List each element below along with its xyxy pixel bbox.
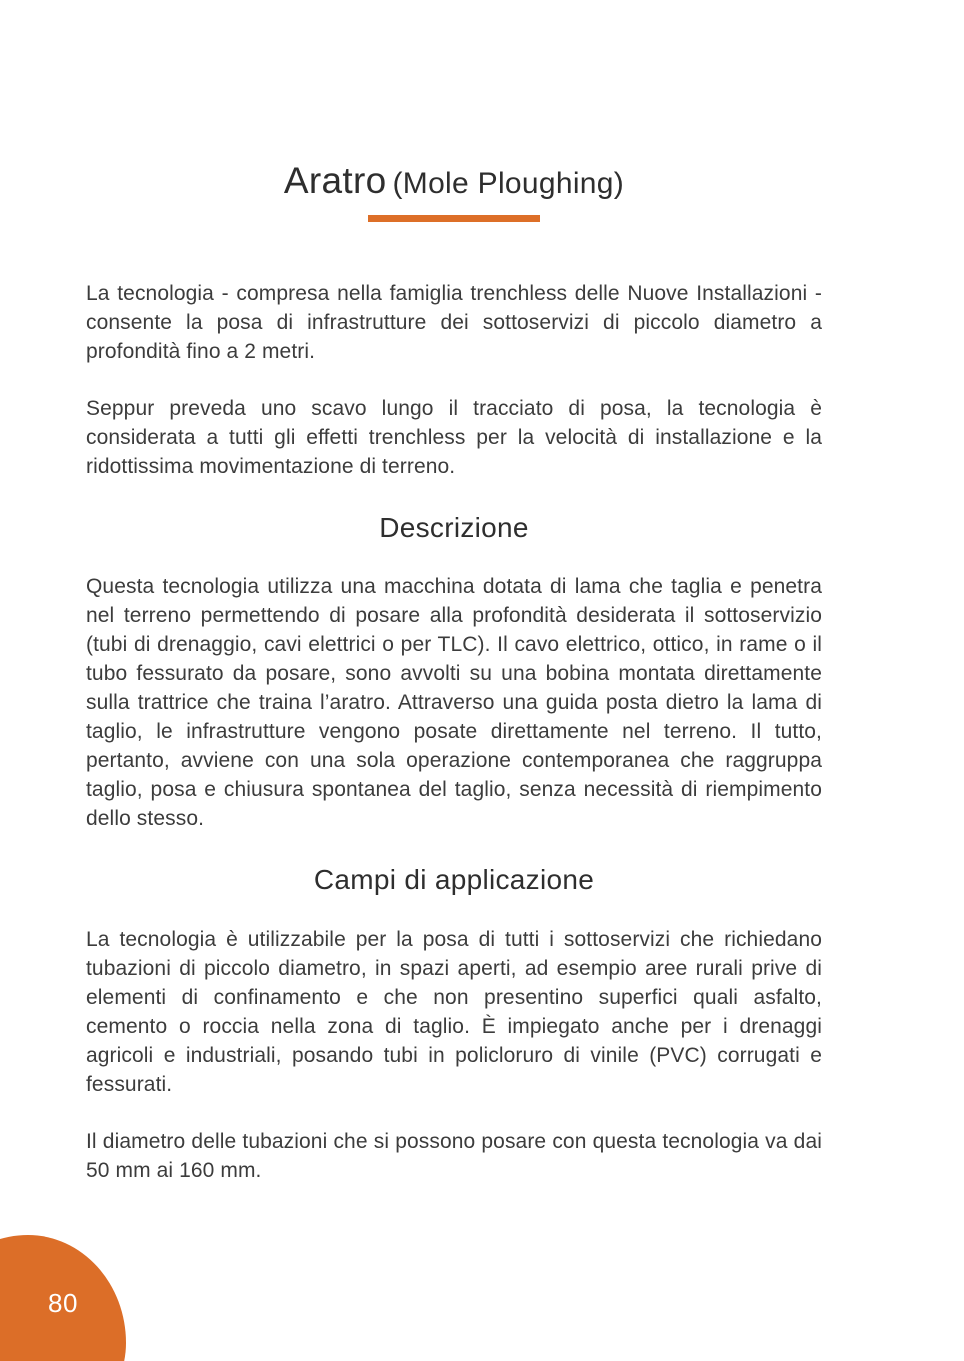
- campi-paragraph-1: La tecnologia è utilizzabile per la posa di tutti i sottoservizi che richiedano tubazioni di piccolo diametro, in spazi aperti, ad esempio aree rurali prive di elementi di confinamento e che non presentino superfici quali asfalto, cemento o roccia nella zona di taglio. È impiegato anche per i drenaggi agricoli e industriali, posando tubi in policloruro di vinile (PVC) corrugati e fessurati.: [86, 927, 822, 1096]
- campi-paragraph-2: Il diametro delle tubazioni che si possono posare con questa tecnologia va dai 50 mm ai 160 mm.: [86, 1129, 822, 1182]
- section-heading-descrizione: Descrizione: [379, 511, 529, 543]
- title-main: Aratro: [283, 160, 387, 201]
- title-subtitle: (Mole Ploughing): [392, 167, 625, 200]
- text-column: [86, 0, 822, 1185]
- page-number-blob: [0, 1235, 126, 1361]
- descrizione-paragraph: Questa tecnologia utilizza una macchina dotata di lama che taglia e penetra nel terreno permettendo di posare alla profondità desiderata il sottoservizio (tubi di drenaggio, cavi elettrici o per TLC). Il cavo elettrico, ottico, in rame o il tubo fessurato da posare, sono avvolti su una bobina montata direttamente sulla trattrice che traina l’aratro. Attraverso una guida posta dietro la lama di taglio, le infrastrutture vengono posate direttamente nel terreno. Il tutto, pertanto, avviene con una sola operazione contemporanea che raggruppa taglio, posa e chiusura spontanea del taglio, senza necessità di riempimento dello stesso.: [86, 575, 822, 831]
- page-number: 80: [48, 1288, 78, 1318]
- intro-paragraph-2: Seppur preveda uno scavo lungo il tracciato di posa, la tecnologia è considerata a tutti gli effetti trenchless per la velocità di installazione e la ridottissima movimentazione di terreno.: [86, 396, 822, 478]
- page-header: [86, 160, 822, 222]
- title-underline-rule: [368, 215, 540, 222]
- section-heading-campi-di-applicazione: Campi di applicazione: [313, 864, 595, 896]
- intro-paragraph-1: La tecnologia - compresa nella famiglia trenchless delle Nuove Installazioni - consente la posa di infrastrutture dei sottoservizi di piccolo diametro a profondità fino a 2 metri.: [86, 281, 822, 363]
- page-title: [86, 160, 822, 203]
